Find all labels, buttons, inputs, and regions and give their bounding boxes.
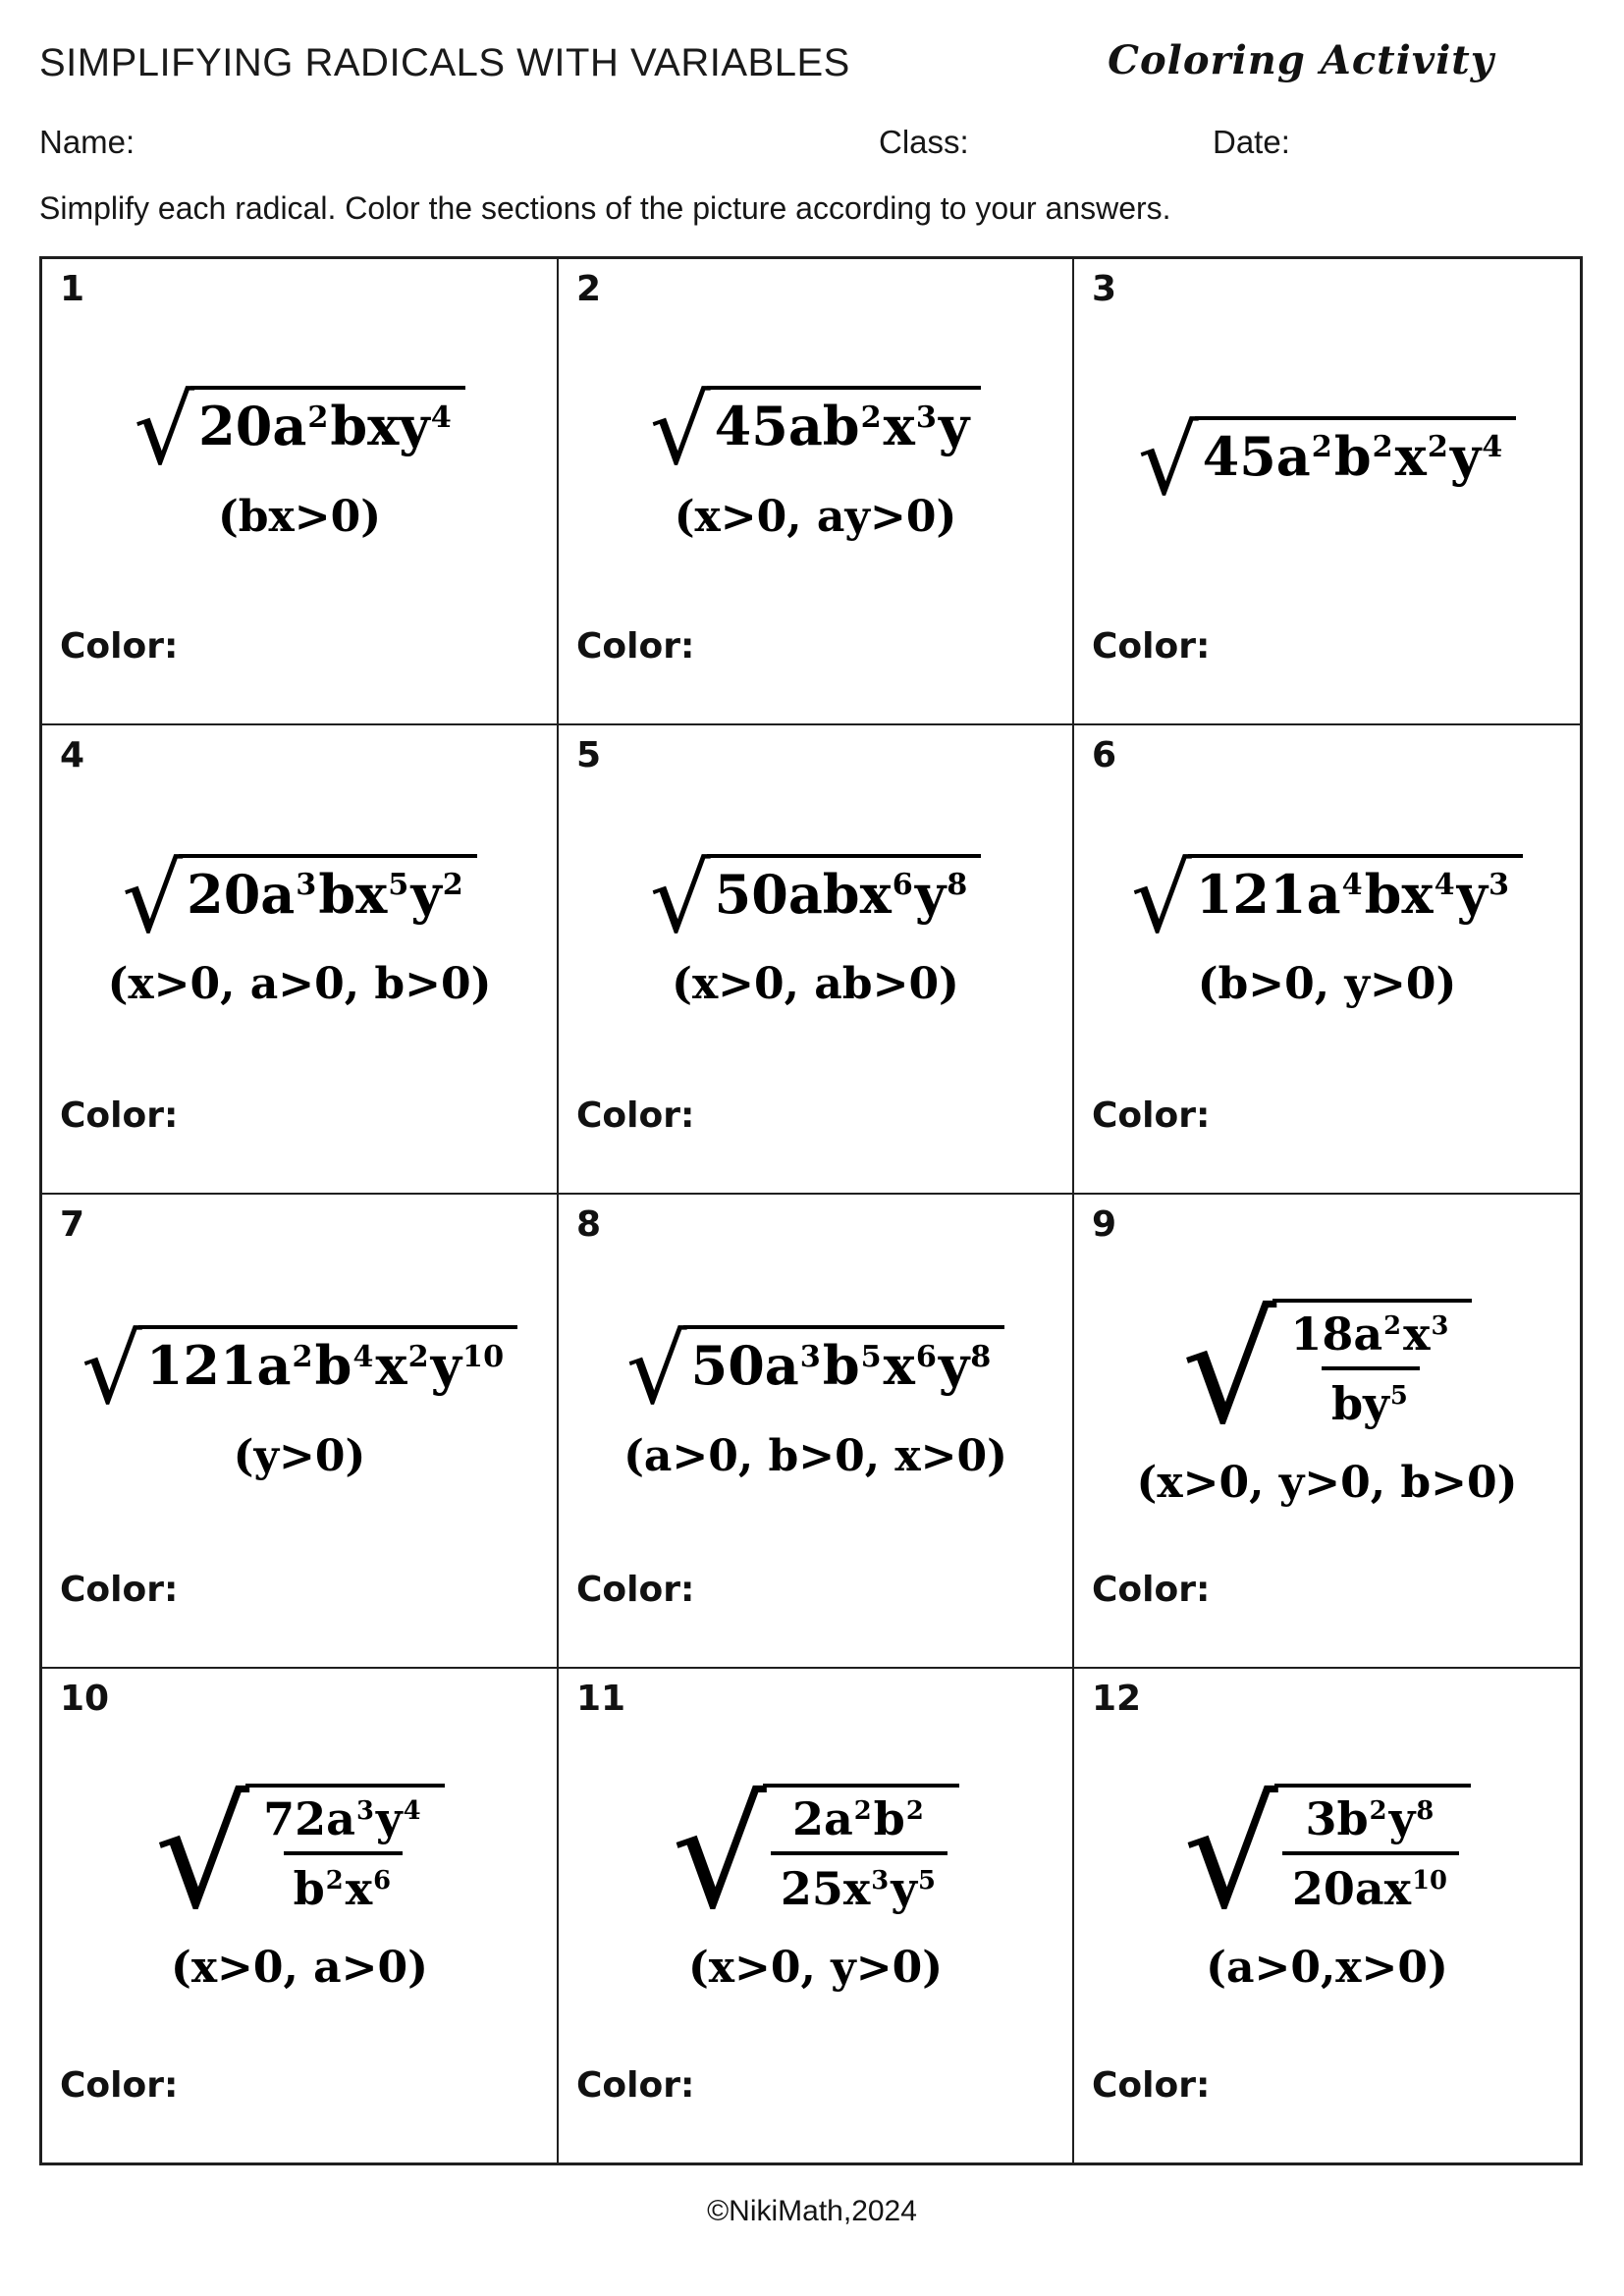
radical-expression bbox=[1137, 404, 1517, 516]
problem-number: 9 bbox=[1092, 1204, 1117, 1245]
radicand: $121a^2b^4x^2y^{10}$ bbox=[138, 1325, 517, 1396]
problem-body bbox=[60, 1719, 539, 2065]
problem-body bbox=[1092, 1719, 1562, 2065]
color-label: Color: bbox=[1092, 2065, 1211, 2106]
radical bbox=[122, 842, 477, 954]
problem-cell bbox=[1074, 259, 1580, 725]
radicand: $\frac{3b^2y^8}{20ax^{10}}$ bbox=[1274, 1784, 1471, 1915]
problem-number: 1 bbox=[60, 269, 85, 309]
date-label: Date: bbox=[1213, 124, 1290, 160]
radical-sign-icon: √ bbox=[625, 1314, 687, 1426]
radical-sign-icon: √ bbox=[649, 375, 711, 487]
constraint: (x>0, a>0, b>0) bbox=[107, 959, 492, 1010]
constraint: (a>0, b>0, x>0) bbox=[623, 1430, 1007, 1481]
problem-body bbox=[1092, 1245, 1562, 1570]
problem-number: 3 bbox=[1092, 269, 1117, 309]
problem-cell bbox=[559, 1669, 1074, 2163]
radical bbox=[649, 842, 982, 954]
problem-number: 2 bbox=[576, 269, 602, 309]
problem-cell bbox=[42, 259, 559, 725]
radical-sign-icon: √ bbox=[134, 375, 195, 487]
problem-number: 6 bbox=[1092, 735, 1117, 775]
color-label: Color: bbox=[1092, 1095, 1211, 1136]
problem-body bbox=[576, 775, 1055, 1095]
radical bbox=[1137, 404, 1517, 516]
problem-body bbox=[60, 309, 539, 626]
color-label: Color: bbox=[60, 2065, 179, 2106]
radical bbox=[154, 1768, 444, 1943]
radical-sign-icon: √ bbox=[81, 1314, 142, 1426]
footer-credit: ©NikiMath,2024 bbox=[707, 2195, 917, 2227]
color-label: Color: bbox=[576, 626, 695, 667]
radical bbox=[649, 375, 982, 487]
problem-number: 8 bbox=[576, 1204, 602, 1245]
radicand: $121a^4bx^4y^3$ bbox=[1188, 854, 1523, 925]
problems-grid bbox=[39, 256, 1583, 2165]
problem-number: 4 bbox=[60, 735, 85, 775]
problem-body bbox=[60, 775, 539, 1095]
color-label: Color: bbox=[60, 1095, 179, 1136]
radicand: $20a^3bx^5y^2$ bbox=[179, 854, 477, 925]
radical-expression bbox=[1130, 842, 1523, 954]
radical-expression bbox=[134, 375, 465, 487]
radicand: $\frac{2a^2b^2}{25x^3y^5}$ bbox=[763, 1784, 959, 1915]
name-label: Name: bbox=[39, 124, 135, 160]
radicand: $50abx^6y^8$ bbox=[707, 854, 982, 925]
radicand: $\frac{72a^3y^4}{b^2x^6}$ bbox=[245, 1784, 444, 1915]
class-label: Class: bbox=[879, 124, 969, 160]
problem-number: 7 bbox=[60, 1204, 85, 1245]
radical-expression bbox=[1183, 1768, 1471, 1943]
radical bbox=[1183, 1768, 1471, 1943]
constraint: (x>0, a>0) bbox=[171, 1942, 428, 1993]
constraint: (b>0, y>0) bbox=[1197, 959, 1457, 1010]
radical bbox=[134, 375, 465, 487]
radicand: $20a^2bxy^4$ bbox=[190, 386, 465, 456]
radical-sign-icon: √ bbox=[1183, 1768, 1278, 1943]
problem-body bbox=[60, 1245, 539, 1570]
radical bbox=[625, 1314, 1005, 1426]
problem-cell bbox=[559, 1195, 1074, 1669]
radical-sign-icon: √ bbox=[649, 842, 711, 954]
radical-expression bbox=[649, 375, 982, 487]
radical-sign-icon: √ bbox=[122, 842, 184, 954]
radical bbox=[1130, 842, 1523, 954]
problem-cell bbox=[1074, 1195, 1580, 1669]
color-label: Color: bbox=[576, 1095, 695, 1136]
problem-cell bbox=[42, 725, 559, 1195]
constraint: (x>0, y>0, b>0) bbox=[1136, 1457, 1518, 1508]
radical-sign-icon: √ bbox=[154, 1768, 250, 1943]
problem-body bbox=[1092, 775, 1562, 1095]
radical-expression bbox=[1181, 1283, 1473, 1458]
radical-expression bbox=[625, 1314, 1005, 1426]
constraint: (y>0) bbox=[233, 1430, 366, 1481]
radical-sign-icon: √ bbox=[1181, 1283, 1277, 1458]
radical-sign-icon: √ bbox=[672, 1768, 767, 1943]
problem-body bbox=[1092, 309, 1562, 626]
problem-body bbox=[576, 1245, 1055, 1570]
radical bbox=[1181, 1283, 1473, 1458]
problem-cell bbox=[42, 1669, 559, 2163]
radical-expression bbox=[122, 842, 477, 954]
radical-expression bbox=[672, 1768, 959, 1943]
radicand: $45a^2b^2x^2y^4$ bbox=[1195, 416, 1517, 487]
radical-expression bbox=[154, 1768, 444, 1943]
problem-number: 12 bbox=[1092, 1679, 1142, 1719]
radical-sign-icon: √ bbox=[1137, 404, 1199, 516]
color-label: Color: bbox=[576, 1570, 695, 1610]
instruction-text: Simplify each radical. Color the sections of the picture according to your answers. bbox=[39, 190, 1171, 226]
radical bbox=[672, 1768, 959, 1943]
problem-cell bbox=[1074, 1669, 1580, 2163]
radical-expression bbox=[81, 1314, 517, 1426]
problem-cell bbox=[559, 259, 1074, 725]
problem-cell bbox=[42, 1195, 559, 1669]
problem-body bbox=[576, 309, 1055, 626]
activity-label: Coloring Activity bbox=[1108, 37, 1494, 83]
radicand: $\frac{18a^2x^3}{by^5}$ bbox=[1272, 1299, 1472, 1430]
problem-cell bbox=[559, 725, 1074, 1195]
page-title: SIMPLIFYING RADICALS WITH VARIABLES bbox=[39, 41, 850, 84]
constraint: (a>0,x>0) bbox=[1206, 1942, 1448, 1993]
color-label: Color: bbox=[60, 1570, 179, 1610]
problem-number: 10 bbox=[60, 1679, 110, 1719]
radicand: $50a^3b^5x^6y^8$ bbox=[683, 1325, 1005, 1396]
problem-cell bbox=[1074, 725, 1580, 1195]
constraint: (x>0, ab>0) bbox=[672, 959, 959, 1010]
color-label: Color: bbox=[1092, 1570, 1211, 1610]
radical-expression bbox=[649, 842, 982, 954]
problem-body bbox=[576, 1719, 1055, 2065]
color-label: Color: bbox=[1092, 626, 1211, 667]
color-label: Color: bbox=[576, 2065, 695, 2106]
radicand: $45ab^2x^3y$ bbox=[707, 386, 982, 456]
constraint: (x>0, y>0) bbox=[687, 1942, 944, 1993]
constraint: (bx>0) bbox=[217, 491, 382, 542]
constraint: (x>0, ay>0) bbox=[674, 491, 957, 542]
problem-number: 11 bbox=[576, 1679, 626, 1719]
problem-number: 5 bbox=[576, 735, 602, 775]
color-label: Color: bbox=[60, 626, 179, 667]
radical bbox=[81, 1314, 517, 1426]
radical-sign-icon: √ bbox=[1130, 842, 1192, 954]
